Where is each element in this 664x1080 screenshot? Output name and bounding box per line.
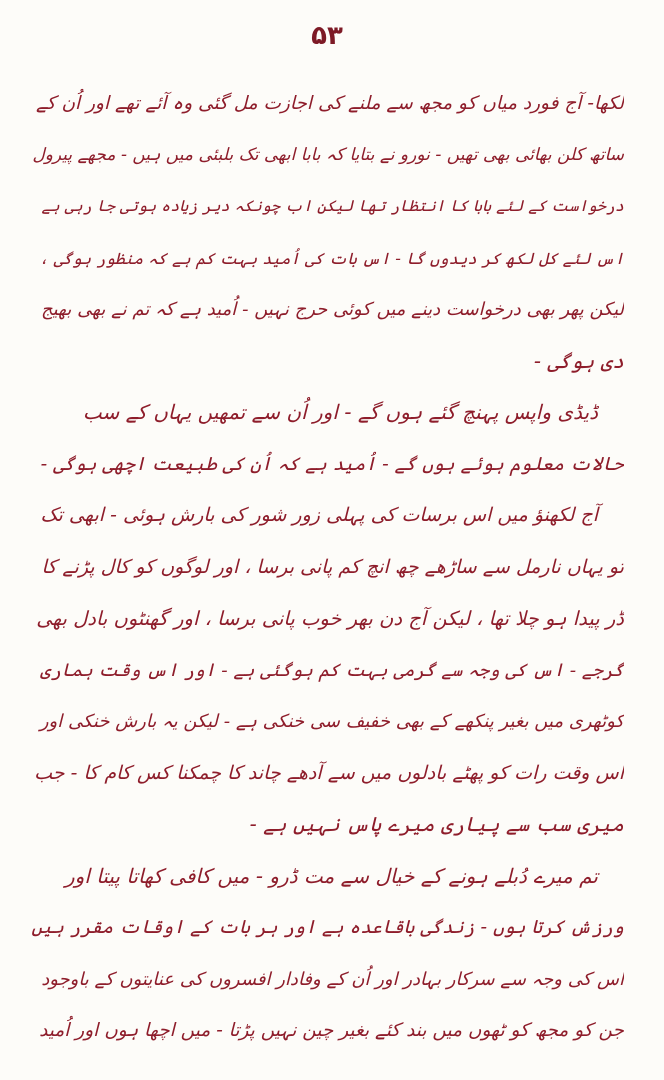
page-number: ۵۳ — [311, 21, 343, 51]
text-line: اس لئے کل لکھ کر دیدوں گا - اس بات کی اُمید بہت کم ہے کہ منظور ہوگی ، — [39, 248, 624, 268]
text-line: حالات معلوم ہوئے ہوں گے - اُمید ہے کہ اُن کی طبیعت اچھی ہوگی - — [40, 453, 624, 475]
text-line: جن کو مجھ کو ٹھوں میں بند کئے بغیر چین نہیں پڑتا - میں اچھا ہوں اور اُمید — [39, 1020, 624, 1041]
text-line: لیکن پھر بھی درخواست دینے میں کوئی حرج نہیں - اُمید ہے کہ تم نے بھی بھیج — [40, 299, 624, 320]
text-line: ساتھ کلن بھائی بھی تھیں - نورو نے بتایا کہ بابا ابھی تک بلبئی میں ہیں - مجھے پیرول — [32, 144, 624, 165]
text-line: کوٹھری میں بغیر پنکھے کے بھی خفیف سی خنکی ہے - لیکن یہ بارش خنکی اور — [39, 711, 624, 732]
text-line: ورزش کرتا ہوں - زندگی باقاعدہ ہے اور ہر بات کے اوقات مقرر ہیں — [31, 917, 624, 938]
text-line: میری سب سے پیاری میرے پاس نہیں ہے - — [249, 812, 624, 836]
text-line: تو یہاں نارمل سے ساڑھے چھ انچ کم پانی برسا ، اور لوگوں کو کال پڑنے کا — [41, 555, 624, 578]
text-line: ڈر پیدا ہو چلا تھا ، لیکن آج دن بھر خوب پانی برسا ، اور گھنٹوں بادل بھی — [36, 607, 624, 630]
text-line: تم میرے دُبلے ہونے کے خیال سے مت ڈرو - میں کافی کھاتا پیتا اور — [65, 863, 598, 888]
text-line: لکھا- آج فورد میاں کو مجھ سے ملنے کی اجازت مل گئی وہ آئے تھے اور اُن کے — [35, 93, 624, 114]
text-line: دی ہوگی - — [533, 348, 624, 373]
handwritten-text-block — [30, 78, 624, 1057]
text-line: اس کی وجہ سے سرکار بہادر اور اُن کے وفادار افسروں کی عنایتوں کے باوجود — [41, 968, 624, 990]
text-line: ڈیڈی واپس پہنچ گئے ہوں گے - اور اُن سے تمھیں یہاں کے سب — [82, 400, 598, 424]
text-line: آج لکھنؤ میں اس برسات کی پہلی زور شور کی بارش ہوئی - ابھی تک — [40, 504, 598, 526]
text-line: درخواست کے لئے بابا کا انتظار تھا لیکن اب چونکہ دیر زیادہ ہوتی جا رہی ہے — [41, 197, 624, 215]
text-line: گرجے - اس کی وجہ سے گرمی بہت کم ہوگئی ہے - اور اس وقت ہماری — [40, 659, 624, 681]
text-line: اس وقت رات کو پھٹے بادلوں میں سے آدھے چاند کا چمکنا کس کام کا - جب — [34, 761, 624, 784]
